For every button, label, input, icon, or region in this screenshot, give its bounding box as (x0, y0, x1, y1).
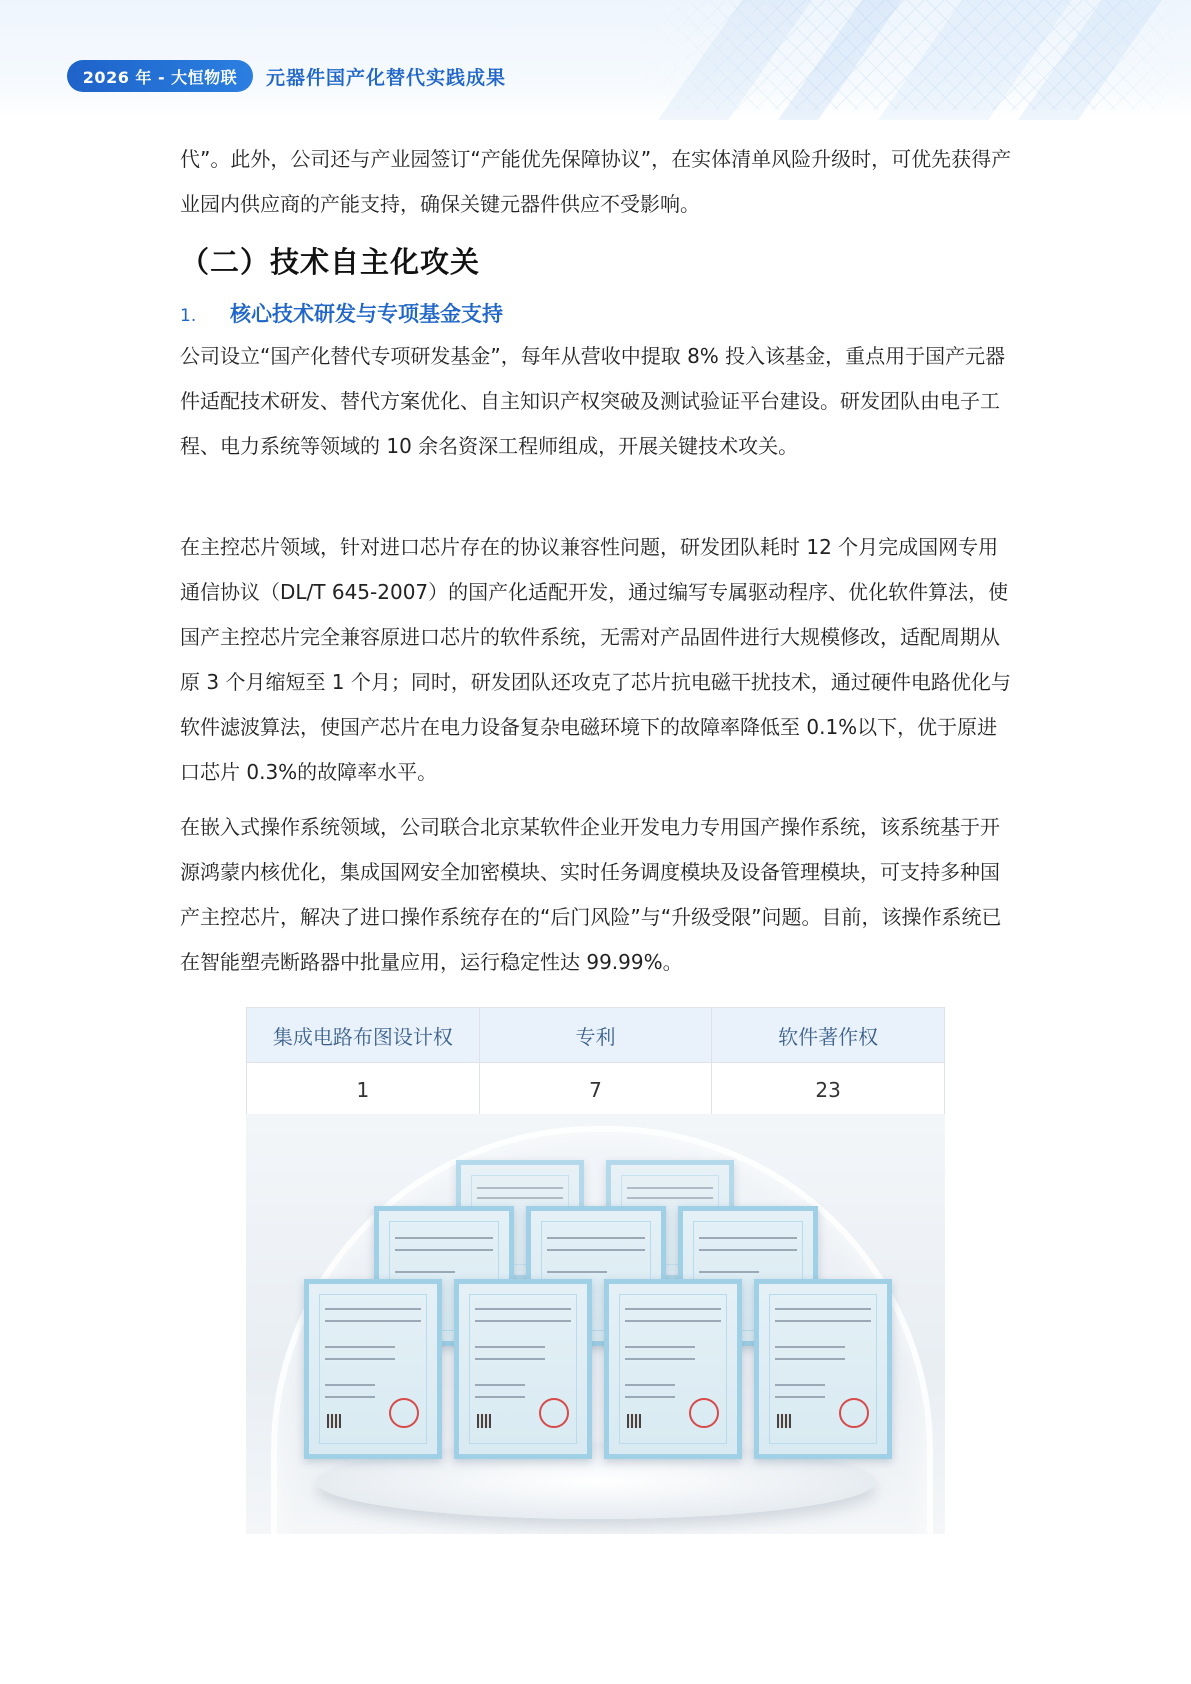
paragraph: 在嵌入式操作系统领域，公司联合北京某软件企业开发电力专用国产操作系统，该系统基于开源鸿蒙内核优化，集成国网安全加密模块、实时任务调度模块及设备管理模块，可支持多种国产主控芯片，解决了进口操作系统存在的“后门风险”与“升级受限”问题。目前，该操作系统已在智能塑壳断路器中批量应用，运行稳定性达 99.99%。 (180, 815, 1002, 974)
paragraph-block-3 (180, 805, 1012, 985)
table-header-row (247, 1008, 945, 1063)
subsection-number: 1. (180, 306, 197, 326)
table-cell: 1 (247, 1063, 480, 1118)
paragraph-block-1 (180, 334, 1012, 469)
paragraph: 公司设立“国产化替代专项研发基金”，每年从营收中提取 8% 投入该基金，重点用于国产元器件适配技术研发、替代方案优化、自主知识产权突破及测试验证平台建设。研发团队由电子工程、电力系统等领域的 10 余名资深工程师组成，开展关键技术攻关。 (180, 344, 1006, 458)
table-header-cell: 软件著作权 (712, 1008, 945, 1063)
table-cell: 7 (479, 1063, 712, 1118)
section-heading: （二）技术自主化攻关 (180, 245, 481, 279)
table-header-cell: 集成电路布图设计权 (247, 1008, 480, 1063)
table-cell: 23 (712, 1063, 945, 1118)
intro-paragraph: 代”。此外，公司还与产业园签订“产能优先保障协议”，在实体清单风险升级时，可优先获得产业园内供应商的产能支持，确保关键元器件供应不受影响。 (180, 147, 1012, 216)
table-row (247, 1063, 945, 1118)
certificate (754, 1279, 892, 1459)
certificates-photo (246, 1114, 945, 1534)
intro-block (180, 137, 1012, 227)
header-badge: 2026 年 - 大恒物联 (67, 60, 253, 92)
certificate (304, 1279, 442, 1459)
header-title: 元器件国产化替代实践成果 (266, 67, 507, 89)
table-header-cell: 专利 (479, 1008, 712, 1063)
certificate (454, 1279, 592, 1459)
subsection-heading (180, 298, 503, 328)
certificate (604, 1279, 742, 1459)
subsection-title: 核心技术研发与专项基金支持 (230, 302, 503, 326)
ip-summary-table (246, 1007, 945, 1118)
paragraph-block-2 (180, 525, 1012, 795)
paragraph: 在主控芯片领域，针对进口芯片存在的协议兼容性问题，研发团队耗时 12 个月完成国网专用通信协议（DL/T 645-2007）的国产化适配开发，通过编写专属驱动程序、优化软件算法，使国产主控芯片完全兼容原进口芯片的软件系统，无需对产品固件进行大规模修改，适配周期从原 3 个月缩短至 1 个月；同时，研发团队还攻克了芯片抗电磁干扰技术，通过硬件电路优化与软件滤波算法，使国产芯片在电力设备复杂电磁环境下的故障率降低至 0.1%以下，优于原进口芯片 0.3%的故障率水平。 (180, 535, 1011, 784)
